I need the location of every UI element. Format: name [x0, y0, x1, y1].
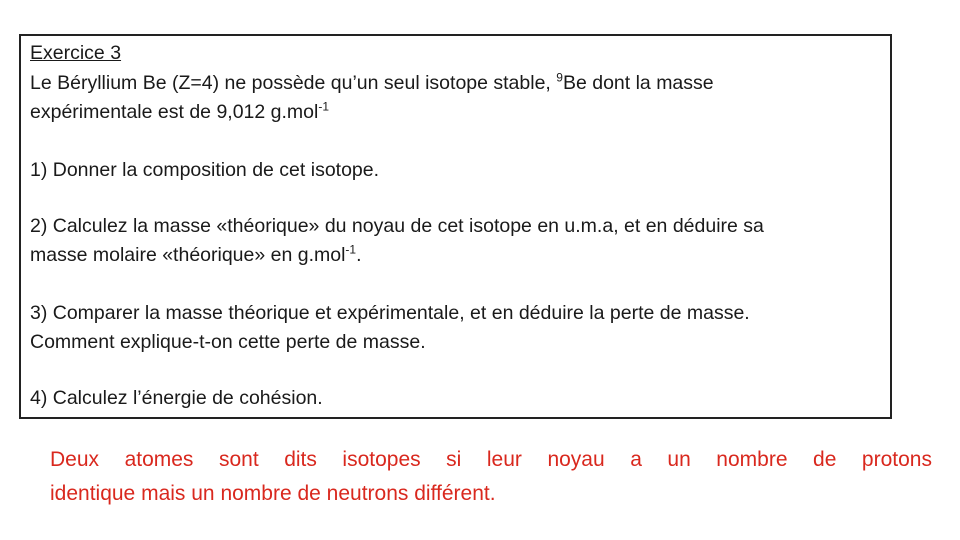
question-2-line-2-text: masse molaire «théorique» en g.mol [30, 244, 346, 266]
note-word: leur [486, 448, 522, 471]
note-word: nombre [716, 448, 788, 471]
question-4: 4) Calculez l’énergie de cohésion. [30, 387, 323, 409]
intro-line-2 [30, 100, 882, 124]
intro-line-1-text: Le Béryllium Be (Z=4) ne possède qu’un seul isotope stable, [30, 72, 557, 94]
note-word: sont [218, 448, 259, 471]
intro-line-1 [30, 71, 882, 95]
note-word: protons [861, 448, 932, 471]
unit-exponent: -1 [318, 99, 330, 114]
question-2-line-1: 2) Calculez la masse «théorique» du noyau de cet isotope en u.m.a, et en déduire sa [30, 215, 764, 237]
note-word: dits [284, 448, 317, 471]
question-2-line-2 [30, 243, 882, 267]
question-2-period: . [356, 244, 362, 266]
exercise-box [19, 34, 892, 419]
intro-line-1-end: Be dont la masse [562, 72, 714, 94]
question-3-line-1: 3) Comparer la masse théorique et expérimentale, et en déduire la perte de masse. [30, 302, 750, 324]
unit-exponent: -1 [345, 242, 357, 257]
isotope-definition-line-1 [50, 444, 932, 475]
mass-number-superscript: 9 [556, 70, 563, 85]
note-word: atomes [124, 448, 194, 471]
isotope-definition-line-2: identique mais un nombre de neutrons différent. [50, 482, 496, 505]
exercise-title: Exercice 3 [30, 42, 122, 64]
note-word: isotopes [342, 448, 421, 471]
question-1: 1) Donner la composition de cet isotope. [30, 159, 380, 181]
question-3-line-2: Comment explique-t-on cette perte de masse. [30, 331, 426, 353]
note-word: si [446, 448, 462, 471]
note-word: un [667, 448, 691, 471]
note-word: a [630, 448, 642, 471]
note-word: Deux [50, 448, 100, 471]
note-word: noyau [547, 448, 605, 471]
intro-line-2-text: expérimentale est de 9,012 g.mol [30, 101, 319, 123]
note-word: de [813, 448, 837, 471]
